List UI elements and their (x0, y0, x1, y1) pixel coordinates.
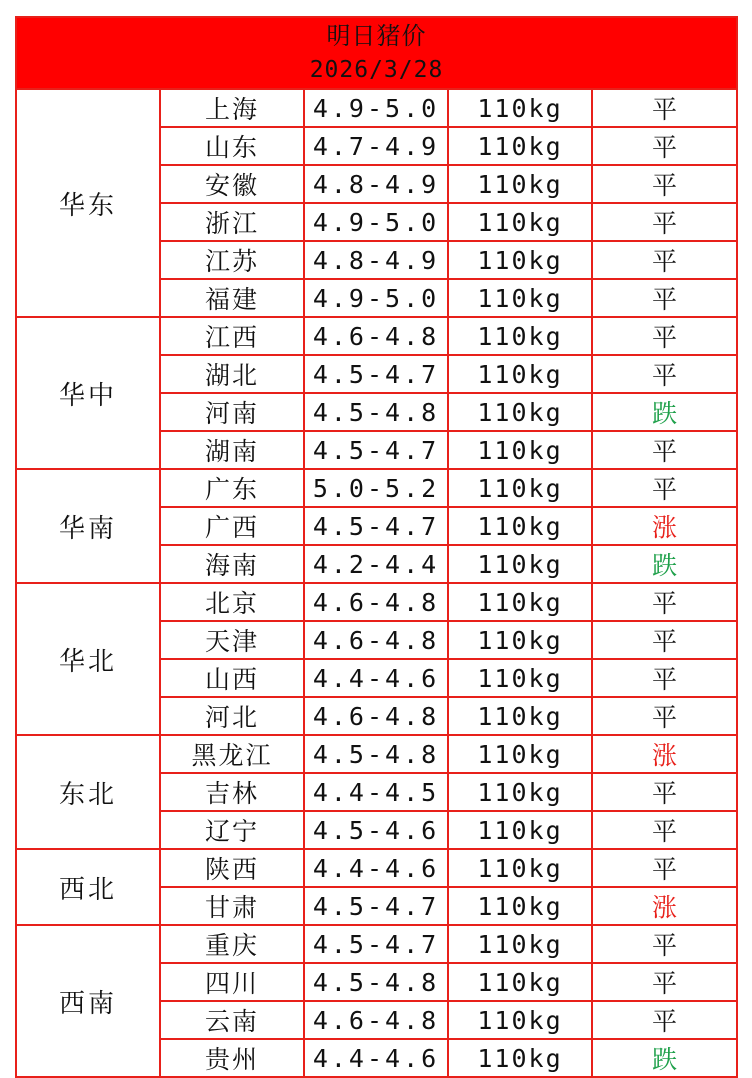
price-date: 2026/3/28 (309, 57, 444, 83)
weight-cell: 110kg (448, 621, 592, 659)
page-title: 明日猪价 (326, 22, 427, 50)
trend-cell: 平 (592, 773, 737, 811)
weight-cell: 110kg (448, 469, 592, 507)
price-cell: 4.4-4.6 (304, 659, 448, 697)
weight-cell: 110kg (448, 317, 592, 355)
weight-cell: 110kg (448, 279, 592, 317)
trend-cell: 平 (592, 127, 737, 165)
weight-cell: 110kg (448, 811, 592, 849)
price-cell: 4.6-4.8 (304, 621, 448, 659)
province-cell: 重庆 (160, 925, 304, 963)
table-row (16, 849, 737, 887)
price-cell: 4.6-4.8 (304, 697, 448, 735)
price-cell: 4.5-4.7 (304, 887, 448, 925)
province-cell: 山东 (160, 127, 304, 165)
region-cell: 华北 (16, 583, 160, 735)
weight-cell: 110kg (448, 507, 592, 545)
trend-cell: 平 (592, 89, 737, 127)
province-cell: 湖北 (160, 355, 304, 393)
price-cell: 4.5-4.7 (304, 355, 448, 393)
weight-cell: 110kg (448, 165, 592, 203)
price-cell: 4.4-4.6 (304, 849, 448, 887)
price-cell: 4.2-4.4 (304, 545, 448, 583)
trend-cell: 涨 (592, 507, 737, 545)
price-cell: 4.6-4.8 (304, 1001, 448, 1039)
province-cell: 江苏 (160, 241, 304, 279)
price-cell: 4.5-4.7 (304, 925, 448, 963)
price-cell: 4.5-4.8 (304, 735, 448, 773)
weight-cell: 110kg (448, 887, 592, 925)
province-cell: 河南 (160, 393, 304, 431)
weight-cell: 110kg (448, 735, 592, 773)
weight-cell: 110kg (448, 773, 592, 811)
trend-cell: 平 (592, 583, 737, 621)
price-cell: 4.6-4.8 (304, 583, 448, 621)
weight-cell: 110kg (448, 203, 592, 241)
weight-cell: 110kg (448, 431, 592, 469)
table-row (16, 469, 737, 507)
table-row (16, 735, 737, 773)
province-cell: 福建 (160, 279, 304, 317)
price-cell: 4.9-5.0 (304, 203, 448, 241)
trend-cell: 平 (592, 279, 737, 317)
trend-cell: 平 (592, 431, 737, 469)
price-cell: 4.5-4.8 (304, 393, 448, 431)
trend-cell: 平 (592, 165, 737, 203)
trend-cell: 平 (592, 1001, 737, 1039)
trend-cell: 平 (592, 241, 737, 279)
province-cell: 辽宁 (160, 811, 304, 849)
trend-cell: 平 (592, 697, 737, 735)
table-row (16, 925, 737, 963)
weight-cell: 110kg (448, 697, 592, 735)
trend-cell: 平 (592, 659, 737, 697)
province-cell: 北京 (160, 583, 304, 621)
province-cell: 湖南 (160, 431, 304, 469)
province-cell: 黑龙江 (160, 735, 304, 773)
price-cell: 4.5-4.6 (304, 811, 448, 849)
trend-cell: 平 (592, 621, 737, 659)
province-cell: 浙江 (160, 203, 304, 241)
trend-cell: 平 (592, 203, 737, 241)
price-cell: 4.8-4.9 (304, 241, 448, 279)
weight-cell: 110kg (448, 1001, 592, 1039)
region-cell: 华中 (16, 317, 160, 469)
weight-cell: 110kg (448, 583, 592, 621)
price-cell: 4.6-4.8 (304, 317, 448, 355)
table-row (16, 89, 737, 127)
province-cell: 山西 (160, 659, 304, 697)
price-cell: 4.4-4.6 (304, 1039, 448, 1077)
province-cell: 陕西 (160, 849, 304, 887)
province-cell: 海南 (160, 545, 304, 583)
weight-cell: 110kg (448, 545, 592, 583)
weight-cell: 110kg (448, 1039, 592, 1077)
trend-cell: 平 (592, 811, 737, 849)
trend-cell: 跌 (592, 1039, 737, 1077)
trend-cell: 平 (592, 355, 737, 393)
province-cell: 吉林 (160, 773, 304, 811)
trend-cell: 跌 (592, 545, 737, 583)
province-cell: 广西 (160, 507, 304, 545)
province-cell: 天津 (160, 621, 304, 659)
weight-cell: 110kg (448, 89, 592, 127)
trend-cell: 平 (592, 963, 737, 1001)
price-cell: 4.9-5.0 (304, 89, 448, 127)
title-cell (16, 17, 737, 89)
province-cell: 江西 (160, 317, 304, 355)
pig-price-sheet (15, 16, 736, 1074)
province-cell: 河北 (160, 697, 304, 735)
trend-cell: 平 (592, 849, 737, 887)
price-cell: 4.4-4.5 (304, 773, 448, 811)
weight-cell: 110kg (448, 925, 592, 963)
price-cell: 4.5-4.7 (304, 431, 448, 469)
trend-cell: 跌 (592, 393, 737, 431)
trend-cell: 平 (592, 469, 737, 507)
weight-cell: 110kg (448, 127, 592, 165)
table-row (16, 583, 737, 621)
province-cell: 安徽 (160, 165, 304, 203)
weight-cell: 110kg (448, 963, 592, 1001)
weight-cell: 110kg (448, 241, 592, 279)
province-cell: 上海 (160, 89, 304, 127)
price-table (15, 16, 738, 1078)
trend-cell: 涨 (592, 887, 737, 925)
province-cell: 云南 (160, 1001, 304, 1039)
weight-cell: 110kg (448, 355, 592, 393)
region-cell: 华南 (16, 469, 160, 583)
region-cell: 东北 (16, 735, 160, 849)
price-cell: 4.5-4.7 (304, 507, 448, 545)
province-cell: 贵州 (160, 1039, 304, 1077)
weight-cell: 110kg (448, 393, 592, 431)
price-cell: 4.9-5.0 (304, 279, 448, 317)
weight-cell: 110kg (448, 659, 592, 697)
region-cell: 西南 (16, 925, 160, 1077)
table-row (16, 317, 737, 355)
price-cell: 4.8-4.9 (304, 165, 448, 203)
title-row (16, 17, 737, 89)
price-cell: 4.5-4.8 (304, 963, 448, 1001)
trend-cell: 平 (592, 317, 737, 355)
province-cell: 广东 (160, 469, 304, 507)
region-cell: 华东 (16, 89, 160, 317)
price-cell: 5.0-5.2 (304, 469, 448, 507)
trend-cell: 涨 (592, 735, 737, 773)
province-cell: 甘肃 (160, 887, 304, 925)
province-cell: 四川 (160, 963, 304, 1001)
region-cell: 西北 (16, 849, 160, 925)
weight-cell: 110kg (448, 849, 592, 887)
trend-cell: 平 (592, 925, 737, 963)
price-cell: 4.7-4.9 (304, 127, 448, 165)
